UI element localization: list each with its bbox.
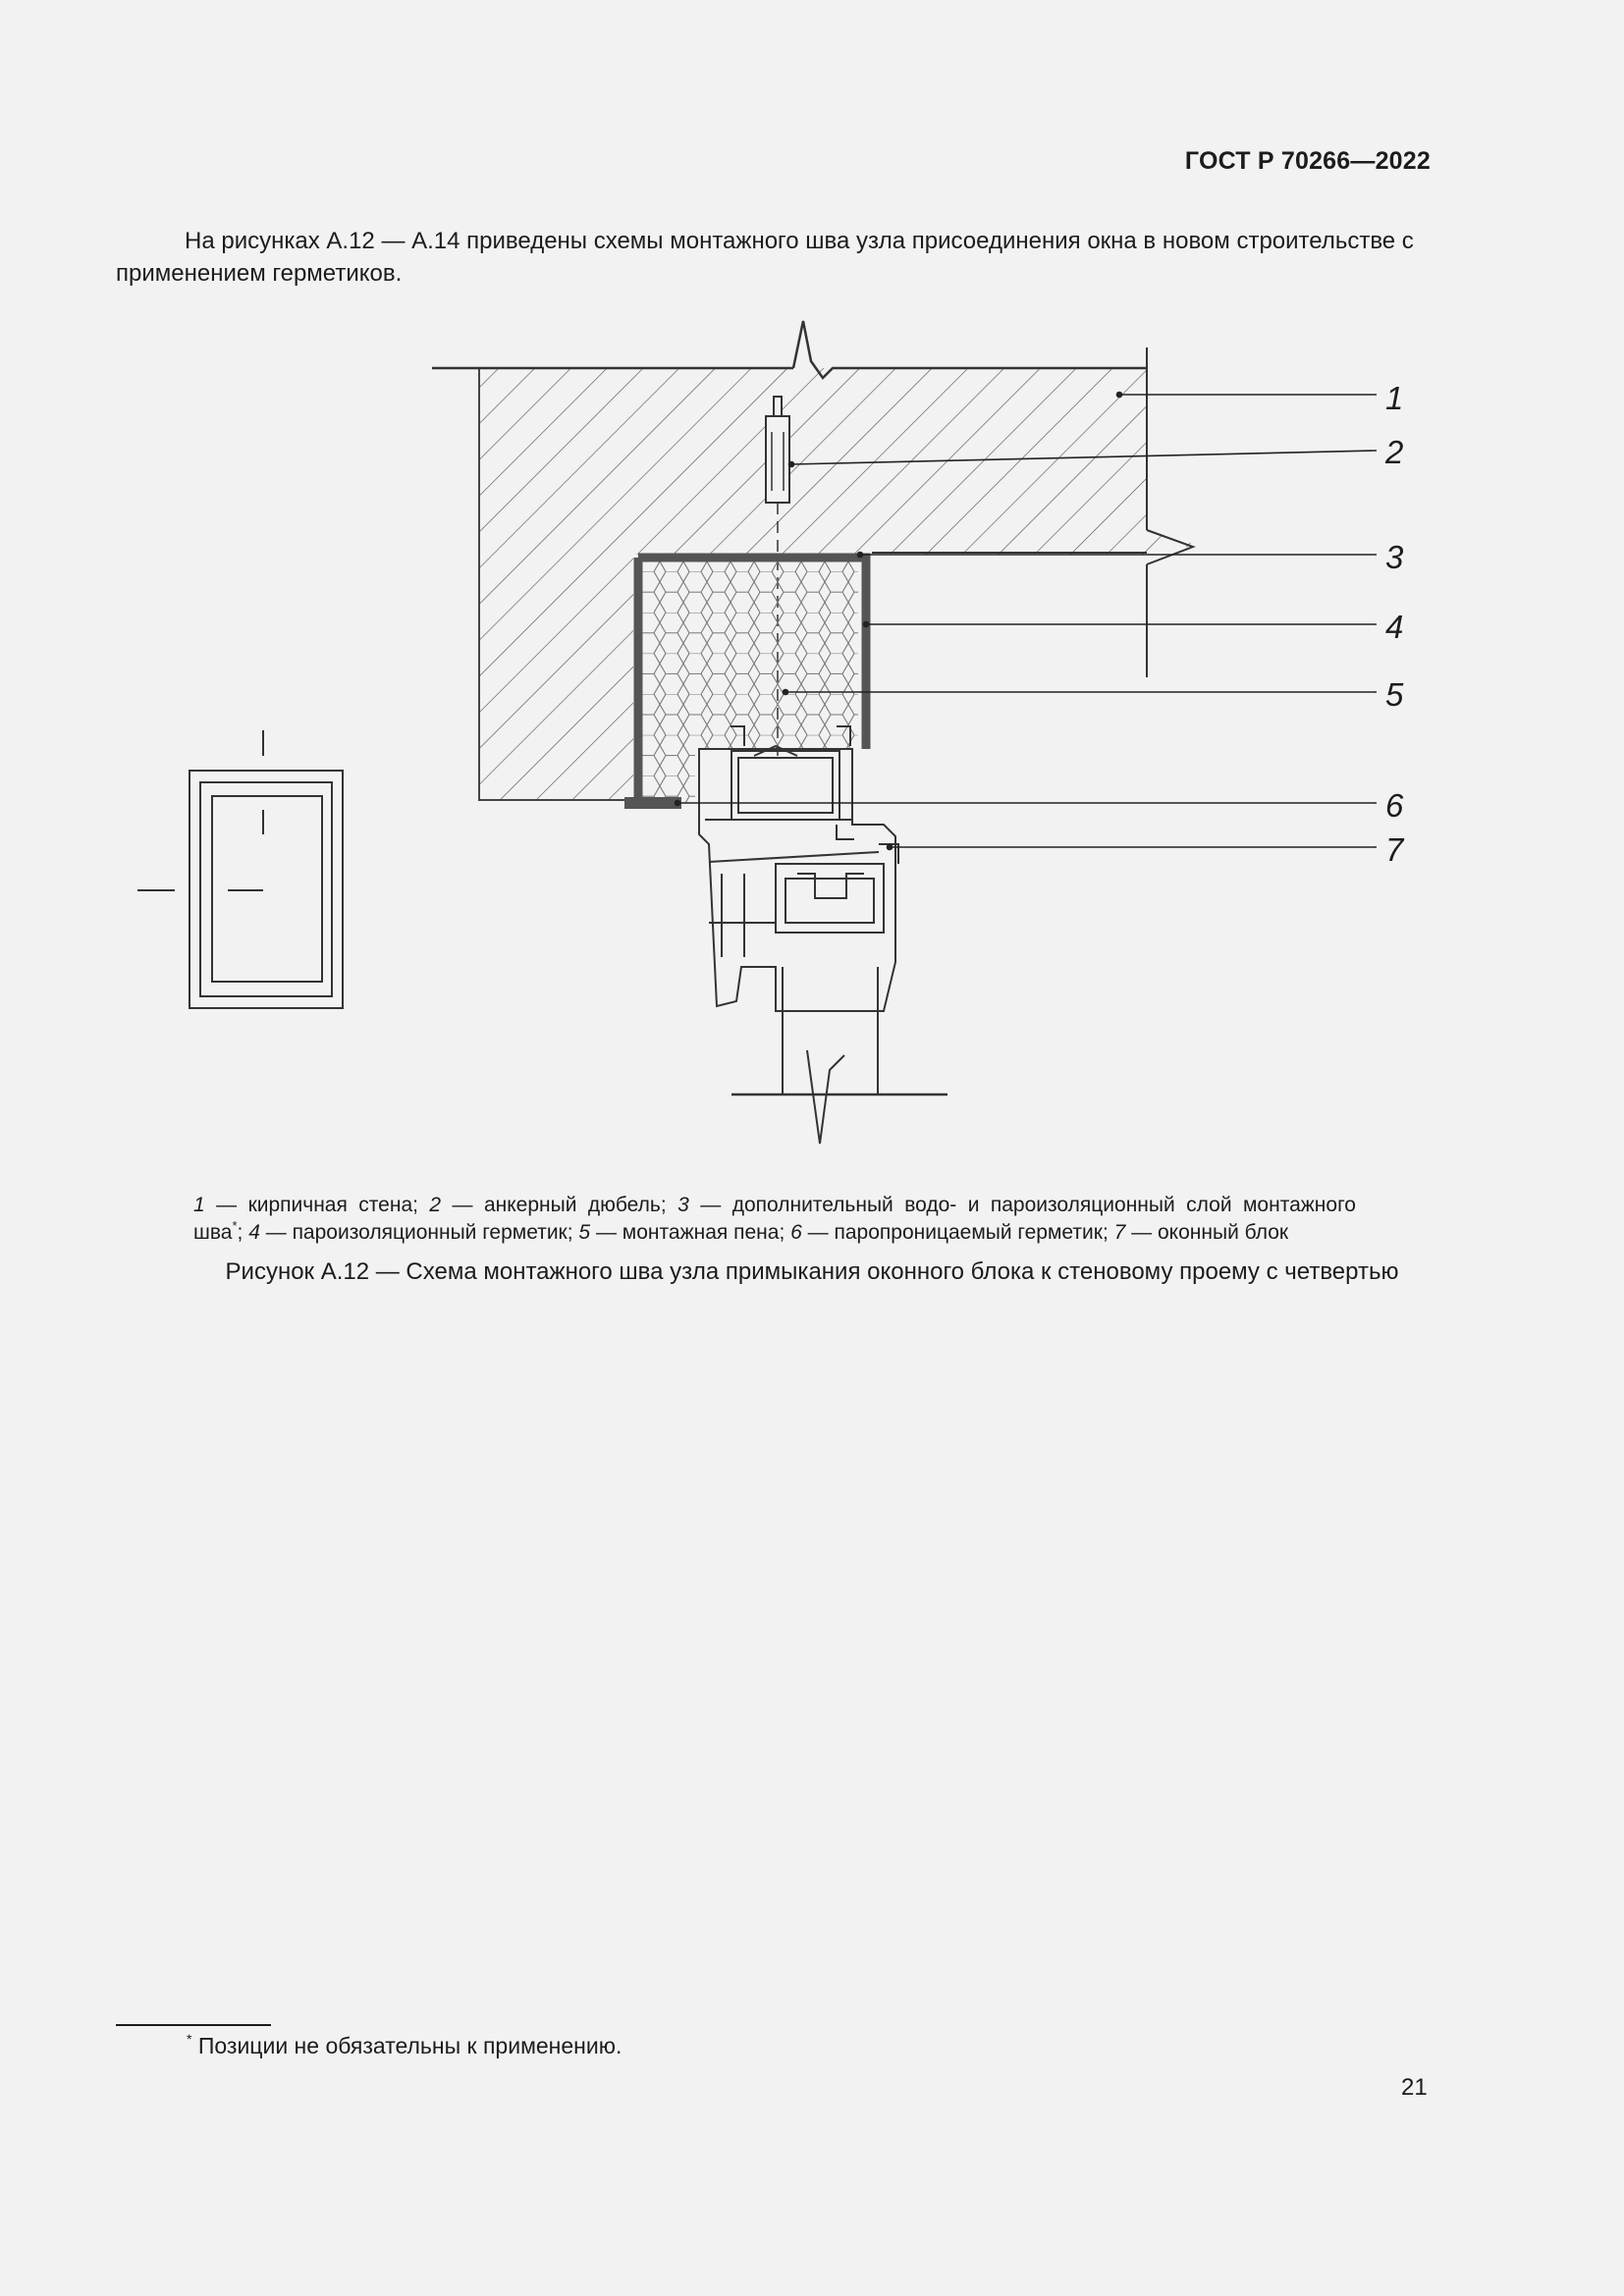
footnote-mark: * <box>232 1218 238 1233</box>
legend-text-6: паропроницаемый герметик <box>834 1221 1103 1244</box>
callout-5: 5 <box>1385 676 1404 713</box>
legend-sep: — <box>452 1194 473 1216</box>
legend-text-3-cont: шва <box>193 1221 233 1244</box>
legend-text-4: пароизоляционный герметик <box>292 1221 568 1244</box>
legend-text-2: анкерный дюбель <box>483 1194 661 1216</box>
footnote-mark: * <box>187 2031 192 2047</box>
document-header: ГОСТ Р 70266—2022 <box>1184 147 1431 175</box>
legend-num-4: 4 <box>248 1221 260 1244</box>
legend-num-5: 5 <box>578 1221 591 1244</box>
intro-text: На рисунках А.12 — А.14 приведены схемы монтажного шва узла присоединения окна в новом строительстве с применением герметиков. <box>116 228 1414 287</box>
footnote-separator <box>116 2024 271 2026</box>
legend-sep: — <box>265 1221 287 1244</box>
legend-sep: — <box>595 1221 617 1244</box>
callout-2: 2 <box>1385 434 1404 470</box>
legend-text-5: монтажная пена <box>622 1221 780 1244</box>
window-block-profile <box>699 726 898 1011</box>
footnote <box>187 2033 622 2059</box>
legend-num-2: 2 <box>429 1194 442 1216</box>
window-elevation-schematic <box>137 730 343 1008</box>
legend-line-1: 1 — кирпичная стена; 2 — анкерный дюбель; 3 — дополнительный водо- и пароизоляционный слой монтажного <box>193 1194 1356 1216</box>
figure-legend <box>193 1192 1356 1247</box>
legend-sep: — <box>1131 1221 1153 1244</box>
legend-text-7: оконный блок <box>1158 1221 1289 1244</box>
legend-num-1: 1 <box>193 1194 205 1216</box>
legend-sep: — <box>807 1221 829 1244</box>
callout-6: 6 <box>1385 787 1404 824</box>
callout-7: 7 <box>1385 831 1404 868</box>
callout-3: 3 <box>1385 539 1404 575</box>
page-number: 21 <box>1401 2074 1428 2101</box>
legend-num-7: 7 <box>1113 1221 1126 1244</box>
legend-sep: — <box>216 1194 238 1216</box>
callout-1: 1 <box>1385 380 1404 416</box>
legend-num-6: 6 <box>790 1221 802 1244</box>
legend-num-3: 3 <box>677 1194 689 1216</box>
callout-4: 4 <box>1385 609 1404 645</box>
legend-text-1: кирпичная стена <box>247 1194 413 1216</box>
mounting-foam <box>624 558 866 809</box>
footnote-text: Позиции не обязательны к применению. <box>197 2033 623 2058</box>
figure-caption: Рисунок А.12 — Схема монтажного шва узла примыкания оконного блока к стеновому проему с четвертью <box>225 1258 1399 1285</box>
legend-line-2: шва*; 4 — пароизоляционный герметик; 5 — монтажная пена; 6 — паропроницаемый герметик; 7 — оконный блок <box>193 1218 1289 1244</box>
legend-text-3: дополнительный водо- и пароизоляционный слой монтажного <box>731 1194 1356 1216</box>
glazing-block <box>731 967 947 1144</box>
legend-sep: — <box>700 1194 722 1216</box>
